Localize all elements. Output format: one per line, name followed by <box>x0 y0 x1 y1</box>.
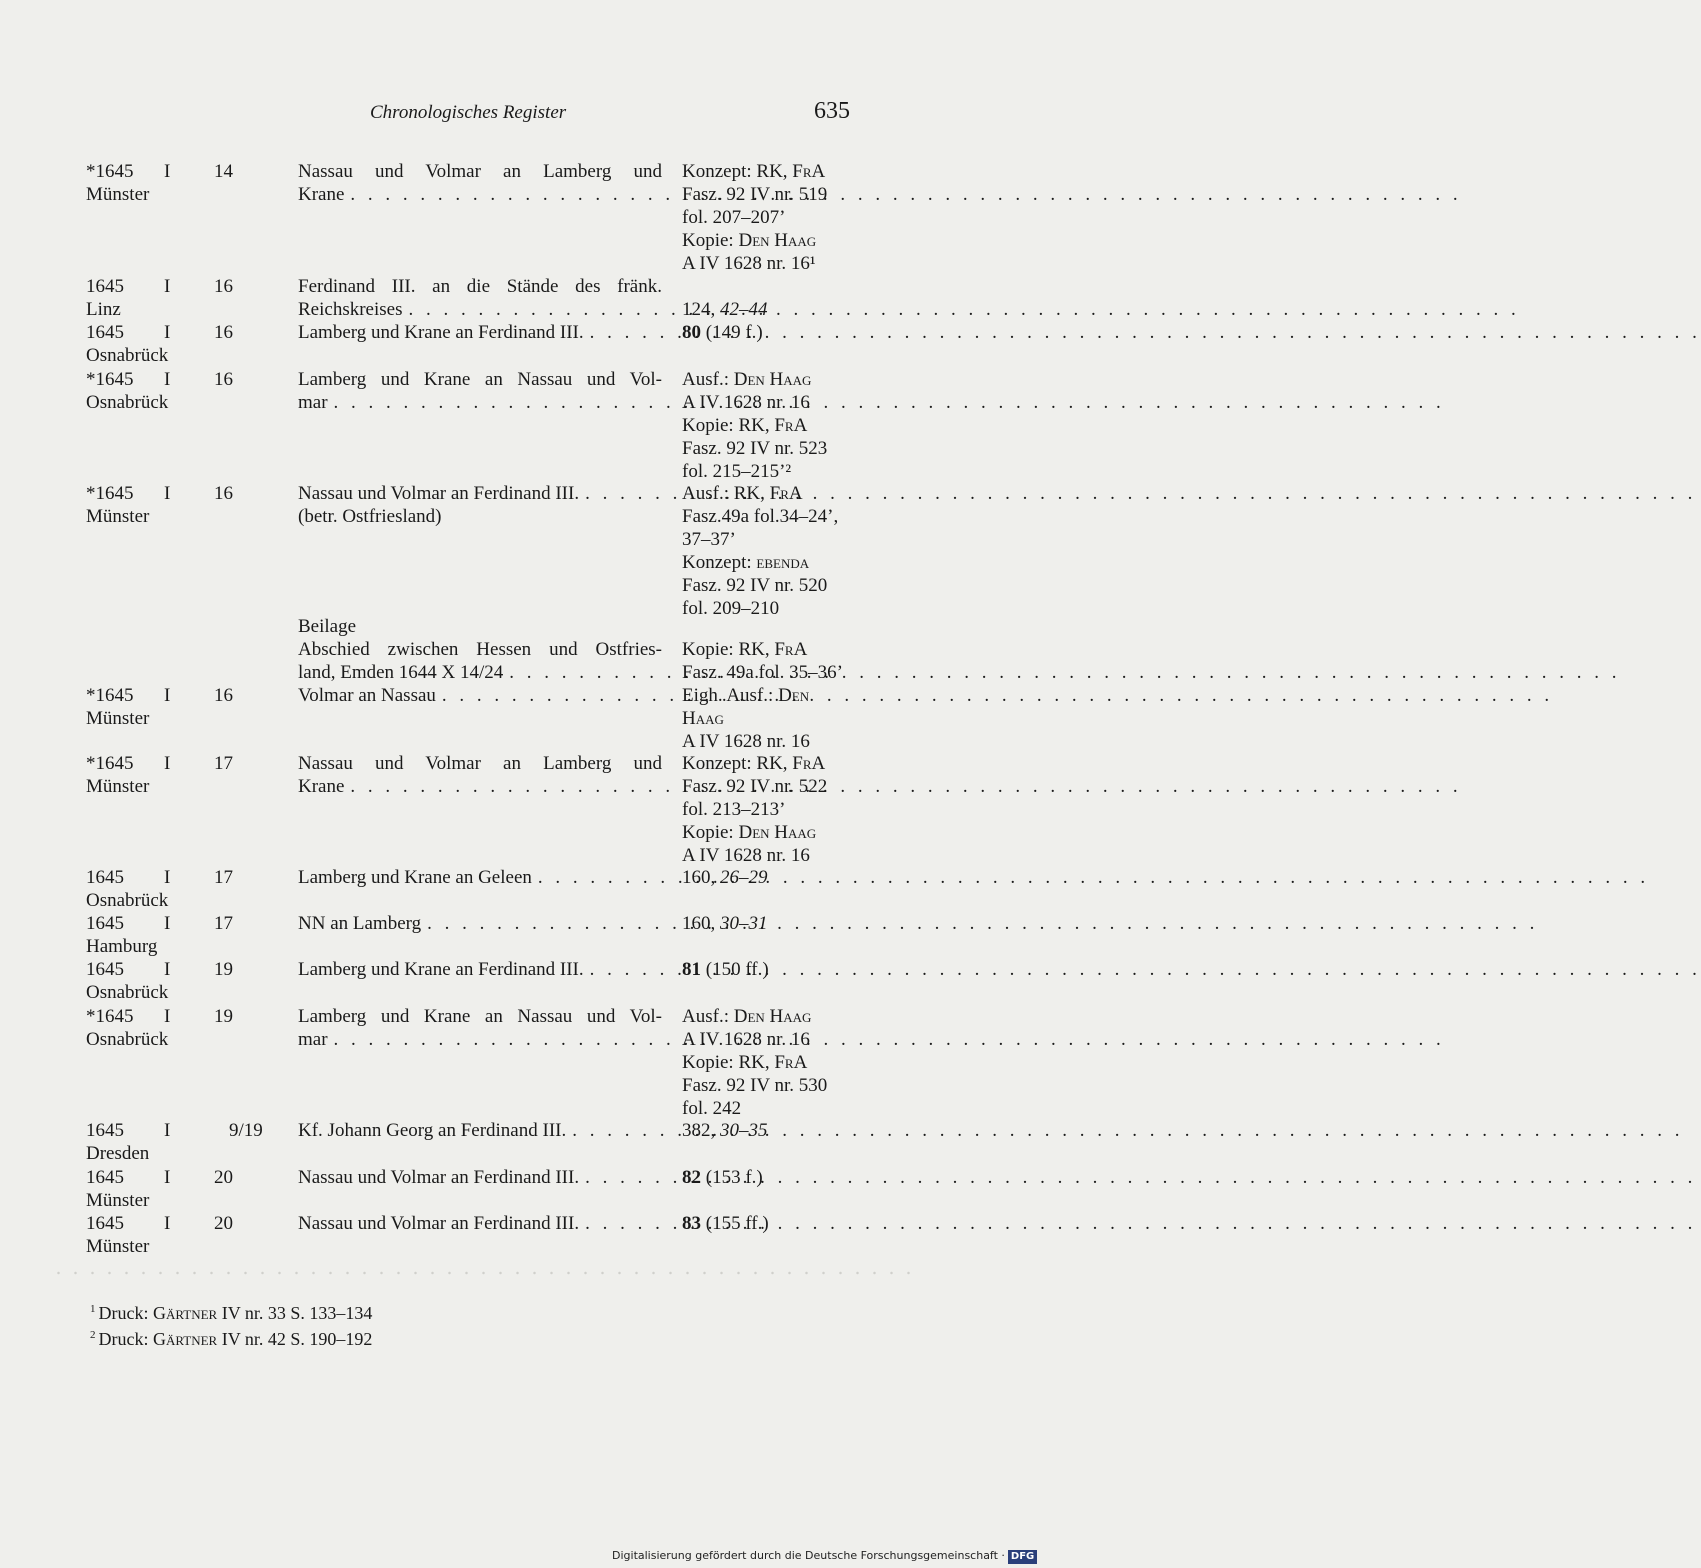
text-run: Konzept: <box>682 552 757 573</box>
description-line: Nassau und Volmar an Lamberg und <box>298 753 662 774</box>
text-run: Konzept: RK, <box>682 161 793 182</box>
entry-day: 17 <box>214 867 233 888</box>
footnotes <box>90 1298 372 1350</box>
entry-place: Dresden <box>86 1143 150 1164</box>
entry-description <box>298 160 662 206</box>
source-line <box>682 798 897 821</box>
text-run: Fasz. 92 IV nr. 520 <box>682 575 828 596</box>
entry-year: 1645 <box>86 1120 124 1141</box>
text-run: IV nr. 42 S. 190–192 <box>217 1329 373 1349</box>
description-text: Kf. Johann Georg an Ferdinand III. <box>298 1120 567 1141</box>
text-run: A IV 1628 nr. 16¹ <box>682 253 816 274</box>
source-line <box>682 368 897 391</box>
source-line <box>682 574 897 597</box>
text-run: Gärtner <box>152 1329 218 1349</box>
entry-day: 20 <box>214 1213 233 1234</box>
entry-year: *1645 <box>86 483 134 504</box>
source-line <box>682 1074 897 1097</box>
description-line <box>298 1166 662 1189</box>
entry-description <box>298 275 662 321</box>
entry-place: Osnabrück <box>86 345 169 366</box>
source-line <box>682 391 897 414</box>
source-line <box>682 206 897 229</box>
text-run: Druck: <box>98 1329 153 1349</box>
entry-year: *1645 <box>86 1006 134 1027</box>
entry-year: 1645 <box>86 867 124 888</box>
source-line <box>682 160 897 183</box>
entry-place: Hamburg <box>86 936 158 957</box>
text-run: (150 ff.) <box>701 959 769 980</box>
entry-source <box>682 615 897 684</box>
source-line <box>682 505 897 528</box>
text-run: IV nr. 33 S. 133–134 <box>217 1303 373 1323</box>
entry-month: I <box>164 1006 171 1027</box>
text-run: FrA <box>792 161 826 182</box>
text-run: fol. 213–213’ <box>682 799 786 820</box>
text-run: FrA <box>792 753 826 774</box>
description-line: Lamberg und Krane an Nassau und Vol- <box>298 1006 662 1027</box>
text-run: (155 ff.) <box>701 1213 769 1234</box>
source-line <box>682 821 897 844</box>
text-run: Fasz. 92 IV nr. 523 <box>682 438 828 459</box>
entry-description <box>298 958 662 981</box>
text-run: (153 f.) <box>701 1167 763 1188</box>
text-run: Gärtner <box>152 1303 218 1323</box>
entry-description <box>298 684 662 707</box>
description-text: Lamberg und Krane an Geleen <box>298 867 532 888</box>
description-text: Nassau und Volmar an Ferdinand III. <box>298 1213 580 1234</box>
text-run: Ausf.: <box>682 369 734 390</box>
description-text: NN an Lamberg <box>298 913 422 934</box>
source-line <box>682 844 897 867</box>
entry-source <box>682 1212 897 1235</box>
entry-day: 16 <box>214 322 233 343</box>
text-run: Kopie: RK, <box>682 415 775 436</box>
text-run: Haag <box>682 708 724 729</box>
text-run: ebenda <box>756 552 810 573</box>
source-line <box>682 275 897 298</box>
entry-source <box>682 1005 897 1120</box>
text-run: Kopie: <box>682 230 739 251</box>
description-line <box>298 183 662 206</box>
text-run: 30–31 <box>720 913 768 934</box>
description-line <box>298 321 662 344</box>
description-line <box>298 912 662 935</box>
entry-description <box>298 1166 662 1189</box>
source-line <box>682 1212 897 1235</box>
entry-month: I <box>164 1167 171 1188</box>
description-line <box>298 661 662 684</box>
text-run: 81 <box>682 959 701 980</box>
entry-place: Münster <box>86 776 150 797</box>
entry-year: 1645 <box>86 913 124 934</box>
text-run: fol. 215–215’² <box>682 461 792 482</box>
source-line <box>682 482 897 505</box>
entry-day: 19 <box>214 1006 233 1027</box>
entry-source <box>682 684 897 753</box>
entry-description <box>298 368 662 414</box>
entry-source <box>682 912 897 935</box>
entry-day: 16 <box>214 369 233 390</box>
entry-source <box>682 321 897 344</box>
text-run: Fasz. 92 IV nr. 530 <box>682 1075 828 1096</box>
text-run: Fasz. 49a fol. 35–36’ <box>682 662 843 683</box>
entry-source <box>682 752 897 867</box>
description-line <box>298 482 662 505</box>
description-text: mar <box>298 392 328 413</box>
text-run: Ausf.: <box>682 1006 734 1027</box>
entry-day: 19 <box>214 959 233 980</box>
leader-dots <box>503 661 1620 684</box>
source-line <box>682 638 897 661</box>
entry-source <box>682 482 897 620</box>
entry-year: *1645 <box>86 753 134 774</box>
text-run: Kopie: RK, <box>682 1052 775 1073</box>
digitization-footer <box>612 1547 1035 1565</box>
source-line <box>682 707 897 730</box>
entry-place: Osnabrück <box>86 1029 169 1050</box>
entry-month: I <box>164 161 171 182</box>
text-run: 30–35 <box>720 1120 768 1141</box>
description-line: Abschied zwischen Hessen und Ostfries- <box>298 639 662 660</box>
entry-year: 1645 <box>86 322 124 343</box>
entry-year: 1645 <box>86 959 124 980</box>
separator-dots <box>50 1270 910 1276</box>
entry-place: Osnabrück <box>86 890 169 911</box>
entry-month: I <box>164 1213 171 1234</box>
source-line <box>682 1166 897 1189</box>
entry-month: I <box>164 369 171 390</box>
entry-place: Münster <box>86 1236 150 1257</box>
source-line <box>682 1051 897 1074</box>
text-run: Kopie: RK, <box>682 639 775 660</box>
text-run: Ausf.: RK, <box>682 483 770 504</box>
source-line <box>682 615 897 638</box>
entry-description <box>298 1212 662 1235</box>
source-line <box>682 437 897 460</box>
entry-month: I <box>164 1120 171 1141</box>
description-text: land, Emden 1644 X 14/24 <box>298 662 504 683</box>
description-line <box>298 684 662 707</box>
description-line <box>298 1119 662 1142</box>
text-run: 82 <box>682 1167 701 1188</box>
leader-dots <box>436 684 1553 707</box>
text-run: A IV 1628 nr. 16 <box>682 392 810 413</box>
text-run: 160, <box>682 913 720 934</box>
entry-month: I <box>164 753 171 774</box>
entry-source <box>682 368 897 483</box>
text-run: 160, <box>682 867 720 888</box>
entry-month: I <box>164 867 171 888</box>
footnote <box>90 1324 372 1350</box>
entry-month: I <box>164 276 171 297</box>
entry-description <box>298 866 662 889</box>
entry-month: I <box>164 685 171 706</box>
text-run: Fasz. 92 IV nr. 519 <box>682 184 828 205</box>
source-line <box>682 958 897 981</box>
entry-source <box>682 1166 897 1189</box>
text-run: Den <box>778 685 810 706</box>
description-line: Beilage <box>298 616 357 637</box>
description-line: Lamberg und Krane an Nassau und Vol- <box>298 369 662 390</box>
text-run: Kopie: <box>682 822 739 843</box>
entry-source <box>682 160 897 275</box>
description-line <box>298 958 662 981</box>
entry-place: Münster <box>86 708 150 729</box>
text-run: (149 f.) <box>701 322 763 343</box>
description-text: Lamberg und Krane an Ferdinand III. <box>298 959 584 980</box>
source-line <box>682 252 897 275</box>
entry-year: 1645 <box>86 1167 124 1188</box>
entry-month: I <box>164 913 171 934</box>
text-run: fol. 242 <box>682 1098 742 1119</box>
text-run: Den Haag <box>733 1006 812 1027</box>
text-run: 26–29 <box>720 867 768 888</box>
source-line <box>682 775 897 798</box>
entry-place: Münster <box>86 184 150 205</box>
entry-source <box>682 275 897 321</box>
text-run: FrA <box>774 415 808 436</box>
source-line <box>682 229 897 252</box>
text-run: 37–37’ <box>682 529 736 550</box>
text-run: 124, <box>682 299 720 320</box>
digitization-footer-text: Digitalisierung gefördert durch die Deutsche Forschungsgemeinschaft · <box>612 1549 1005 1562</box>
text-run: fol. 207–207’ <box>682 207 786 228</box>
text-run: FrA <box>774 639 808 660</box>
text-run: A IV 1628 nr. 16 <box>682 731 810 752</box>
entry-month: I <box>164 483 171 504</box>
description-text: Volmar an Nassau <box>298 685 436 706</box>
text-run: 382, <box>682 1120 720 1141</box>
entry-day: 16 <box>214 483 233 504</box>
entry-description <box>298 321 662 344</box>
leader-dots <box>344 775 1461 798</box>
footnote-mark: 2 <box>90 1329 96 1341</box>
description-line: Nassau und Volmar an Lamberg und <box>298 161 662 182</box>
text-run: Den Haag <box>738 822 817 843</box>
description-line <box>298 391 662 414</box>
entry-source <box>682 866 897 889</box>
entry-day: 17 <box>214 913 233 934</box>
source-line <box>682 551 897 574</box>
source-line <box>682 866 897 889</box>
entry-month: I <box>164 322 171 343</box>
entry-description <box>298 912 662 935</box>
entry-place: Osnabrück <box>86 392 169 413</box>
entry-description <box>298 482 662 528</box>
description-text: Lamberg und Krane an Ferdinand III. <box>298 322 584 343</box>
entry-year: 1645 <box>86 276 124 297</box>
source-line <box>682 321 897 344</box>
description-text: Nassau und Volmar an Ferdinand III. <box>298 1167 580 1188</box>
description-text: Krane <box>298 184 345 205</box>
description-line <box>298 1028 662 1051</box>
description-text: mar <box>298 1029 328 1050</box>
entry-day: 16 <box>214 276 233 297</box>
entry-year: *1645 <box>86 685 134 706</box>
source-line <box>682 684 897 707</box>
entry-year: 1645 <box>86 1213 124 1234</box>
source-line <box>682 298 897 321</box>
entry-description <box>298 1005 662 1051</box>
description-line <box>298 298 662 321</box>
description-line: Ferdinand III. an die Stände des fränk. <box>298 276 662 297</box>
entry-day: 14 <box>214 161 233 182</box>
description-line <box>298 866 662 889</box>
entry-year: *1645 <box>86 161 134 182</box>
source-line <box>682 528 897 551</box>
description-line <box>298 775 662 798</box>
entry-description <box>298 752 662 798</box>
entry-source <box>682 958 897 981</box>
source-line <box>682 730 897 753</box>
text-run: Fasz. 92 IV nr. 522 <box>682 776 828 797</box>
description-text: Reichskreises <box>298 299 403 320</box>
footnote-mark: 1 <box>90 1303 96 1315</box>
text-run: Fasz.49a fol.34–24’, <box>682 506 839 527</box>
dfg-logo: DFG <box>1008 1550 1037 1564</box>
text-run: Konzept: RK, <box>682 753 793 774</box>
text-run: Den Haag <box>733 369 812 390</box>
footnote <box>90 1298 372 1324</box>
source-line <box>682 183 897 206</box>
text-run: A IV 1628 nr. 16 <box>682 1029 810 1050</box>
source-line <box>682 1119 897 1142</box>
text-run: 83 <box>682 1213 701 1234</box>
text-run: Eigh. Ausf.: <box>682 685 779 706</box>
entry-day: 9/19 <box>229 1120 263 1141</box>
source-line <box>682 1005 897 1028</box>
source-line <box>682 912 897 935</box>
source-line <box>682 460 897 483</box>
source-line <box>682 752 897 775</box>
description-line <box>298 1212 662 1235</box>
text-run: fol. 209–210 <box>682 598 780 619</box>
entry-place: Linz <box>86 299 121 320</box>
page-number: 635 <box>814 98 850 124</box>
entry-day: 17 <box>214 753 233 774</box>
source-line <box>682 1097 897 1120</box>
source-line <box>682 661 897 684</box>
text-run: 80 <box>682 322 701 343</box>
entry-source <box>682 1119 897 1142</box>
entry-year: *1645 <box>86 369 134 390</box>
entry-day: 16 <box>214 685 233 706</box>
description-text: Nassau und Volmar an Ferdinand III. <box>298 483 580 504</box>
source-line <box>682 414 897 437</box>
text-run: Druck: <box>98 1303 153 1323</box>
entry-month: I <box>164 959 171 980</box>
leader-dots <box>421 912 1538 935</box>
leader-dots <box>402 298 1519 321</box>
text-run: Den Haag <box>738 230 817 251</box>
text-run: FrA <box>774 1052 808 1073</box>
text-run: FrA <box>769 483 803 504</box>
entry-place: Osnabrück <box>86 982 169 1003</box>
entry-description <box>298 615 662 684</box>
description-text: Krane <box>298 776 345 797</box>
entry-place: Münster <box>86 1190 150 1211</box>
description-line: (betr. Ostfriesland) <box>298 506 442 527</box>
entry-day: 20 <box>214 1167 233 1188</box>
entry-place: Münster <box>86 506 150 527</box>
text-run: 42–44 <box>720 299 768 320</box>
text-run: A IV 1628 nr. 16 <box>682 845 810 866</box>
source-line <box>682 1028 897 1051</box>
entry-description <box>298 1119 662 1142</box>
leader-dots <box>344 183 1461 206</box>
running-title: Chronologisches Register <box>370 102 567 123</box>
